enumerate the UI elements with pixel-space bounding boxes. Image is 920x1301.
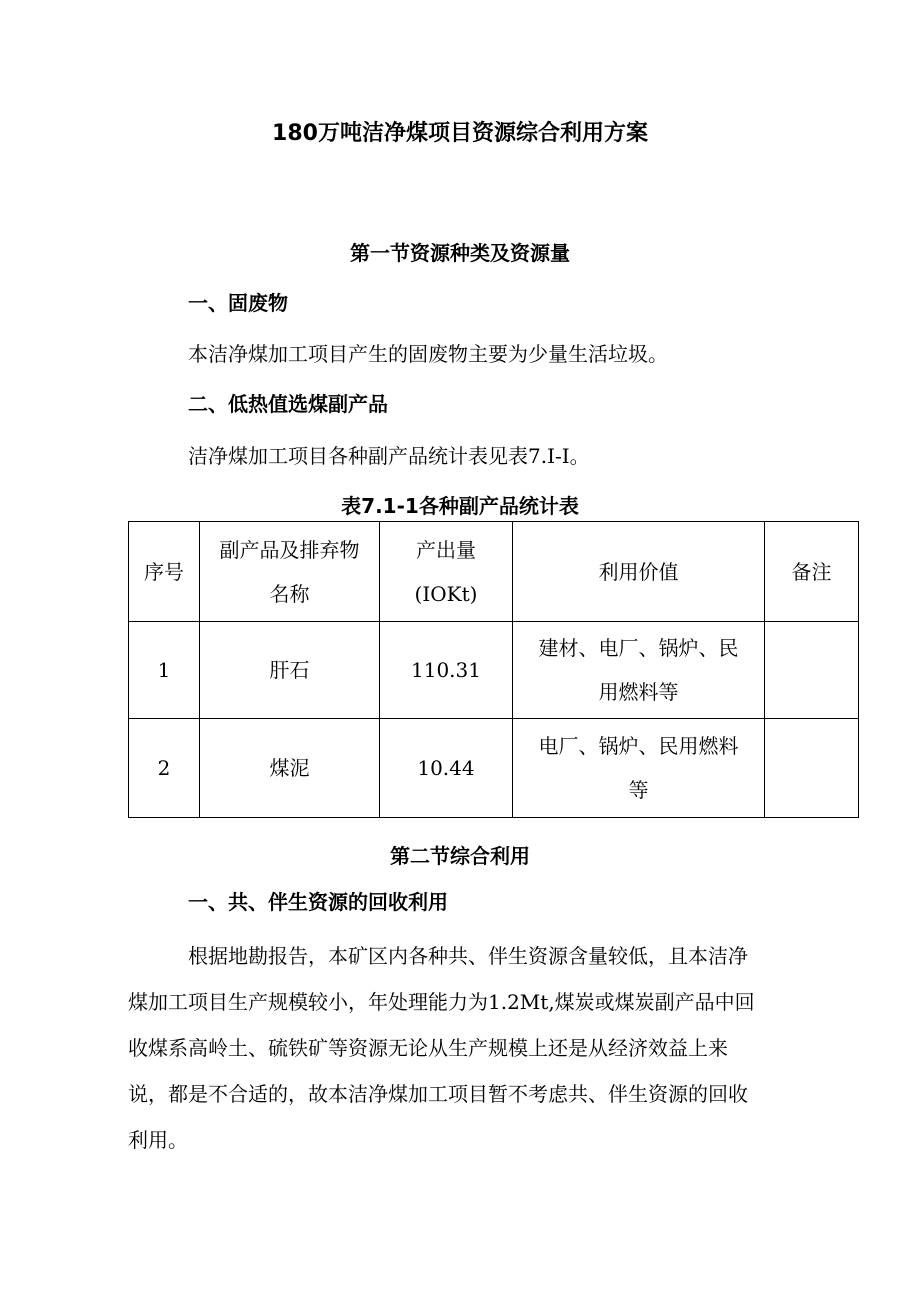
header-output bbox=[380, 522, 513, 622]
row-note bbox=[765, 622, 859, 719]
section-1-sub-1-text: 本洁净煤加工项目产生的固废物主要为少量生活垃圾。 bbox=[188, 342, 668, 366]
paragraph-line: 利用。 bbox=[128, 1128, 188, 1152]
header-value: 利用价值 bbox=[513, 522, 765, 622]
table-row bbox=[129, 622, 859, 719]
row-name: 煤泥 bbox=[200, 719, 380, 818]
paragraph-line: 煤加工项目生产规模较小，年处理能力为1.2Mt,煤炭或煤炭副产品中回 bbox=[128, 990, 755, 1014]
section-1-subheading-2: 二、低热值选煤副产品 bbox=[188, 392, 388, 416]
header-name-line-1: 副产品及排弃物 bbox=[219, 537, 360, 562]
row-seq: 2 bbox=[129, 719, 200, 818]
section-2-subheading-1: 一、共、伴生资源的回收利用 bbox=[188, 890, 448, 914]
header-note: 备注 bbox=[765, 522, 859, 622]
table-header-row bbox=[129, 522, 859, 622]
row-output: 110.31 bbox=[380, 622, 513, 719]
section-1-subheading-1: 一、固废物 bbox=[188, 291, 288, 315]
header-seq: 序号 bbox=[129, 522, 200, 622]
section-2-title: 第二节综合利用 bbox=[390, 844, 530, 868]
document-title: 180万吨洁净煤项目资源综合利用方案 bbox=[272, 121, 648, 146]
paragraph-line: 说，都是不合适的，故本洁净煤加工项目暂不考虑共、伴生资源的回收 bbox=[128, 1082, 748, 1106]
section-2-paragraph bbox=[128, 933, 858, 1163]
table-caption: 表7.1-1各种副产品统计表 bbox=[341, 494, 579, 518]
row-note bbox=[765, 719, 859, 818]
paragraph-line: 根据地勘报告，本矿区内各种共、伴生资源含量较低，且本洁净 bbox=[188, 944, 748, 968]
header-name bbox=[200, 522, 380, 622]
row-value-line-1: 建材、电厂、锅炉、民 bbox=[538, 636, 739, 660]
byproduct-table bbox=[128, 521, 859, 818]
header-output-line-2: (IOKt) bbox=[414, 581, 478, 606]
header-output-line-1: 产出量 bbox=[416, 537, 476, 562]
table-row bbox=[129, 719, 859, 818]
row-seq: 1 bbox=[129, 622, 200, 719]
row-output: 10.44 bbox=[380, 719, 513, 818]
section-1-title: 第一节资源种类及资源量 bbox=[350, 241, 570, 265]
row-value bbox=[513, 622, 765, 719]
row-value-line-2: 等 bbox=[628, 778, 649, 802]
row-value bbox=[513, 719, 765, 818]
row-value-line-1: 电厂、锅炉、民用燃料 bbox=[538, 734, 739, 758]
section-1-sub-2-text: 洁净煤加工项目各种副产品统计表见表7.I-I。 bbox=[188, 444, 590, 468]
row-value-line-2: 用燃料等 bbox=[598, 680, 679, 704]
paragraph-line: 收煤系高岭土、硫铁矿等资源无论从生产规模上还是从经济效益上来 bbox=[128, 1036, 728, 1060]
header-name-line-2: 名称 bbox=[269, 581, 310, 606]
row-name: 肝石 bbox=[200, 622, 380, 719]
